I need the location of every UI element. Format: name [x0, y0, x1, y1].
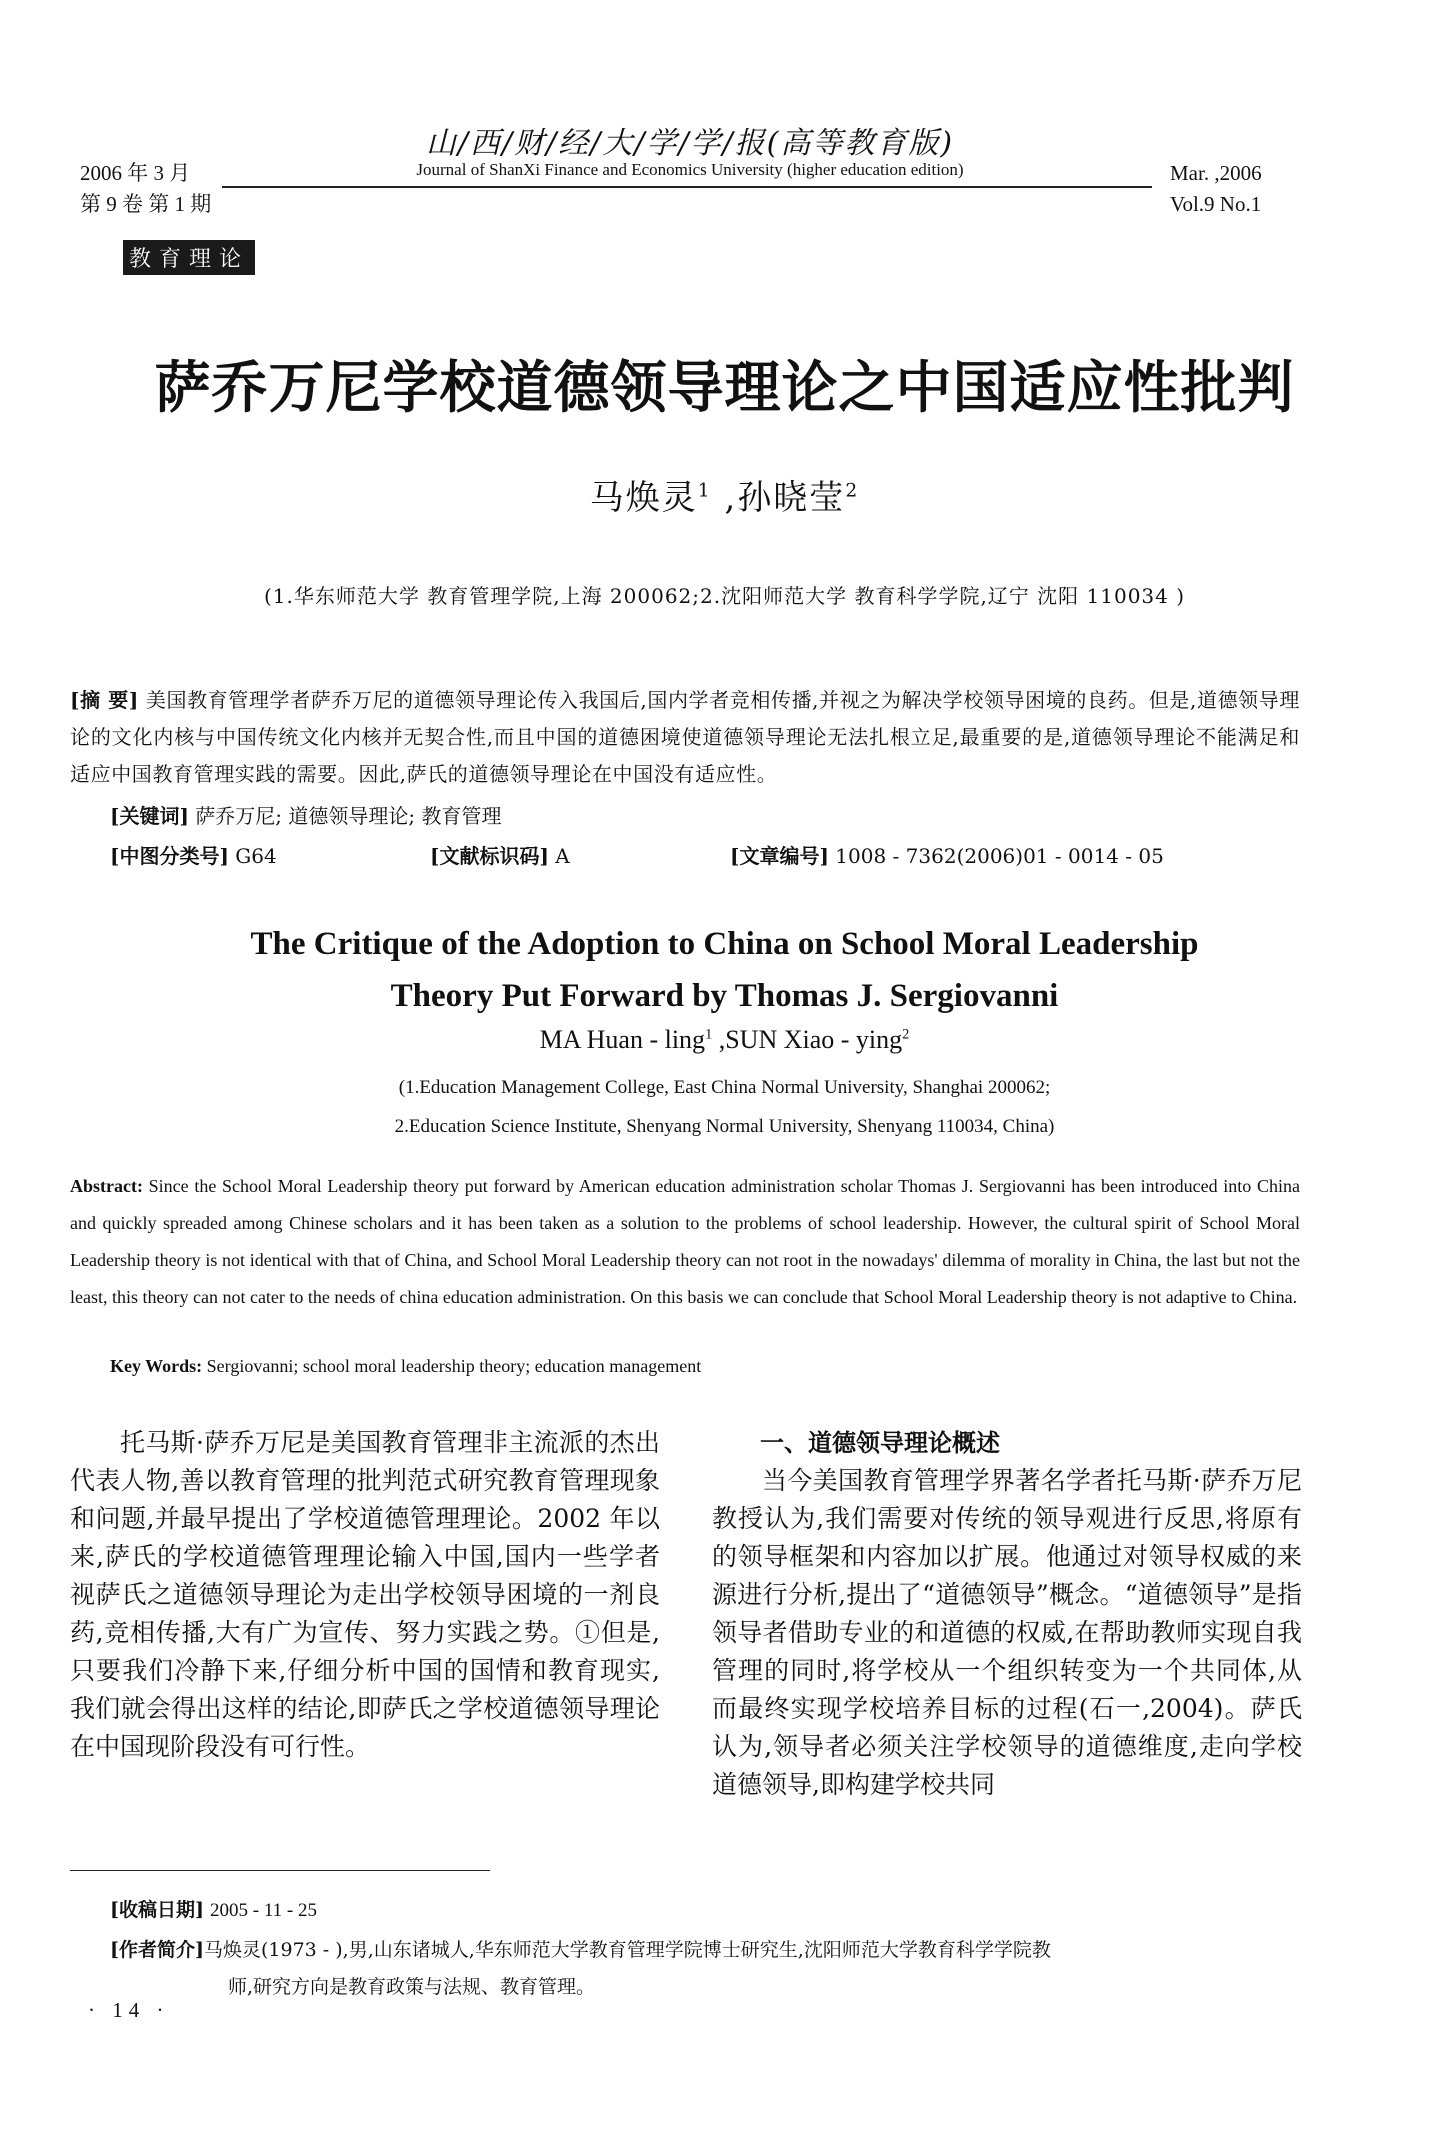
body-right-column: [712, 1424, 1302, 1804]
article-label: [文章编号]: [730, 844, 829, 868]
abstract-text-en: Since the School Moral Leadership theory put forward by American education administration scholar Thomas J. Sergiovanni has been introduced into China and quickly spreaded among Chinese scholars and it has been taken as a solution to the problems of school leadership. However, the cultural spirit of School Moral Leadership theory is not identical with that of China, and School Moral Leadership theory can not root in the nowadays' dilemma of morality in China, the last but not the least, this theory can not cater to the needs of china education administration. On this basis we can conclude that School Moral Leadership theory is not adaptive to China.: [70, 1176, 1300, 1307]
keywords-en: [110, 1356, 701, 1377]
doc-value: A: [555, 844, 570, 868]
author-2-mark: 2: [845, 480, 860, 502]
date-cn: 2006 年 3 月: [80, 161, 191, 185]
abstract-label-cn: [摘 要]: [70, 688, 139, 712]
keywords-cn: [110, 800, 502, 829]
author-separator: ,: [711, 478, 738, 518]
class-number: [110, 844, 277, 868]
title-en-line-2: Theory Put Forward by Thomas J. Sergiovanni: [390, 978, 1059, 1014]
bio-line-1: 马焕灵(1973 - ),男,山东诸城人,华东师范大学教育管理学院博士研究生,沈阳师范大学教育科学学院教: [203, 1939, 1051, 1961]
journal-name-cn: 山/西/财/经/大/学/学/报(高等教育版): [425, 126, 955, 161]
affiliation-cn: (1.华东师范大学 教育管理学院,上海 200062;2.沈阳师范大学 教育科学学院,辽宁 沈阳 110034 ): [263, 584, 1186, 608]
author-1-en-mark: 1: [705, 1026, 713, 1043]
abstract-cn: [70, 682, 1300, 793]
keywords-label-cn: [关键词]: [110, 804, 189, 828]
authors-cn: [0, 470, 1449, 519]
abstract-text-cn: 美国教育管理学者萨乔万尼的道德领导理论传入我国后,国内学者竞相传播,并视之为解决学校领导困境的良药。但是,道德领导理论的文化内核与中国传统文化内核并无契合性,而且中国的道德困境使道德领导理论无法扎根立足,最重要的是,道德领导理论不能满足和适应中国教育管理实践的需要。因此,萨氏的道德领导理论在中国没有适应性。: [70, 688, 1300, 786]
date-en: Mar. ,2006: [1170, 161, 1262, 185]
author-bio: [110, 1932, 1300, 2006]
received-label: [收稿日期]: [110, 1899, 204, 1921]
authors-en: [0, 1025, 1449, 1055]
volume-cn: 第 9 卷 第 1 期: [80, 192, 212, 216]
article-value: 1008 - 7362(2006)01 - 0014 - 05: [835, 844, 1164, 868]
footnote-rule: [70, 1870, 490, 1871]
section-1-paragraph: 当今美国教育管理学界著名学者托马斯·萨乔万尼教授认为,我们需要对传统的领导观进行反思,将原有的领导框架和内容加以扩展。他通过对领导权威的来源进行分析,提出了“道德领导”概念。“道德领导”是指领导者借助专业的和道德的权威,在帮助教师实现自我管理的同时,将学校从一个组织转变为一个共同体,从而最终实现学校培养目标的过程(石一,2004)。萨氏认为,领导者必须关注学校领导的道德维度,走向学校道德领导,即构建学校共同: [712, 1466, 1302, 1799]
paper-title-en: [0, 918, 1449, 1022]
affiliation-en-line-1: (1.Education Management College, East China Normal University, Shanghai 200062;: [398, 1077, 1051, 1098]
bio-label: [作者简介]: [110, 1939, 204, 1961]
author-en-separator: ,: [712, 1025, 726, 1054]
classification-row: [110, 840, 1310, 869]
author-2-cn: 孙晓莹: [737, 478, 846, 518]
section-tag: 教育理论: [123, 240, 255, 275]
keywords-label-en: Key Words:: [110, 1356, 203, 1376]
article-number: [730, 840, 1164, 869]
intro-paragraph: 托马斯·萨乔万尼是美国教育管理非主流派的杰出代表人物,善以教育管理的批判范式研究教育管理现象和问题,并最早提出了学校道德管理理论。2002 年以来,萨氏的学校道德管理理论输入中国,国内一些学者视萨氏之道德领导理论为走出学校领导困境的一剂良药,竞相传播,大有广为宣传、努力实践之势。①但是,只要我们冷静下来,仔细分析中国的国情和教育现实,我们就会得出这样的结论,即萨氏之学校道德领导理论在中国现阶段没有可行性。: [70, 1428, 660, 1761]
author-1-en: MA Huan - ling: [539, 1025, 706, 1054]
section-heading-1: 一、道德领导理论概述: [760, 1429, 1000, 1457]
received-date: [110, 1895, 317, 1922]
journal-name-en: Journal of ShanXi Finance and Economics University (higher education edition): [416, 160, 964, 179]
affiliation-en: [0, 1068, 1449, 1146]
body-left-column: [70, 1424, 660, 1766]
author-2-en-mark: 2: [902, 1026, 910, 1043]
keywords-text-en: Sergiovanni; school moral leadership theory; education management: [206, 1356, 702, 1376]
class-value: G64: [235, 844, 277, 868]
doc-code: [430, 840, 570, 869]
page-number: · 14 ·: [88, 1998, 170, 2022]
bio-line-2: 师,研究方向是教育政策与法规、教育管理。: [228, 1976, 596, 1998]
affiliation-en-line-2: 2.Education Science Institute, Shenyang Normal University, Shenyang 110034, China): [394, 1116, 1055, 1137]
author-1-mark: 1: [697, 480, 712, 502]
title-en-line-1: The Critique of the Adoption to China on School Moral Leadership: [250, 926, 1199, 962]
author-1-cn: 马焕灵: [589, 478, 698, 518]
class-label: [中图分类号]: [110, 844, 229, 868]
author-2-en: SUN Xiao - ying: [725, 1025, 903, 1054]
keywords-text-cn: 萨乔万尼; 道德领导理论; 教育管理: [195, 804, 502, 828]
issue-date-cn: [80, 158, 211, 220]
volume-en: Vol.9 No.1: [1170, 192, 1262, 216]
paper-title-cn: 萨乔万尼学校道德领导理论之中国适应性批判: [154, 356, 1295, 421]
issue-date-en: [1170, 158, 1262, 220]
header-rule: [222, 186, 1152, 188]
doc-label: [文献标识码]: [430, 844, 549, 868]
received-value: 2005 - 11 - 25: [210, 1900, 317, 1921]
abstract-label-en: Abstract:: [70, 1176, 143, 1196]
abstract-en: [70, 1168, 1300, 1316]
